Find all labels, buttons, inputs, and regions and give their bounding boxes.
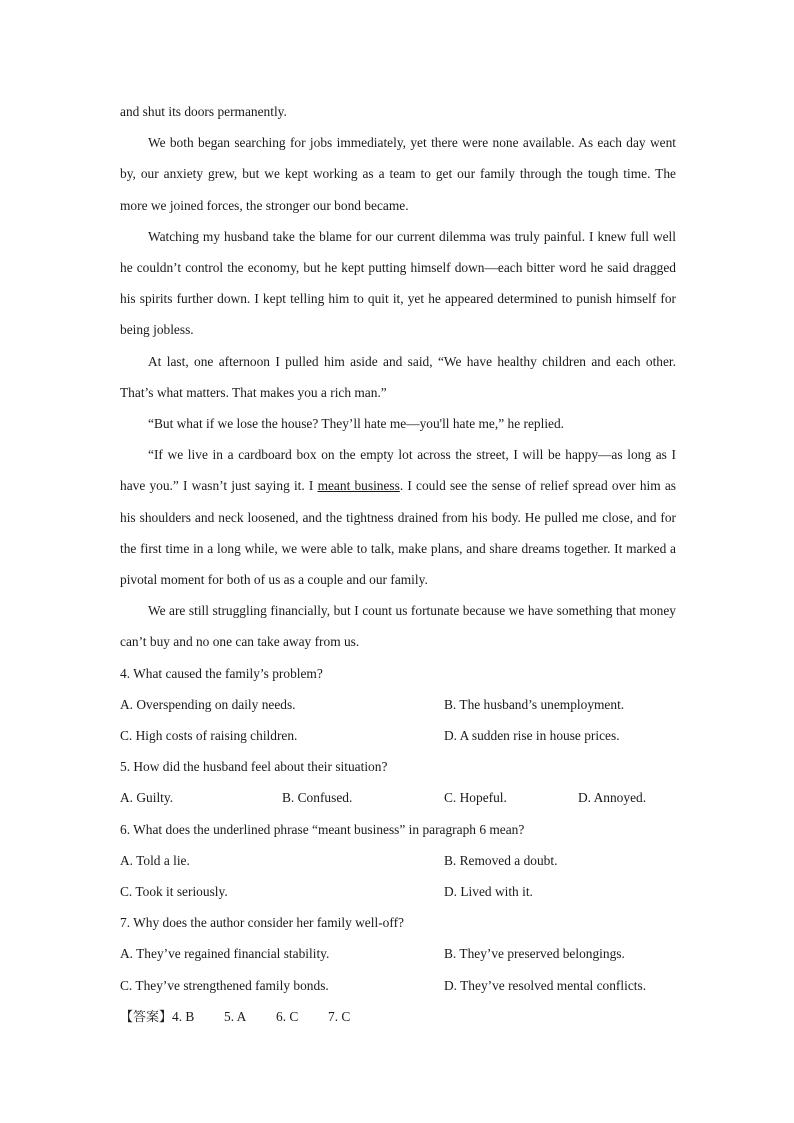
- question-6-option-c: C. Took it seriously.: [120, 883, 228, 899]
- question-5-option-c: C. Hopeful.: [444, 790, 507, 806]
- question-4-option-c: C. High costs of raising children.: [120, 728, 298, 744]
- answer-item: 6. C: [276, 1008, 299, 1024]
- question-6-option-b: B. Removed a doubt.: [444, 852, 558, 868]
- question-5-options-row: [120, 782, 676, 813]
- question-7-options-row-2: [120, 970, 676, 1001]
- question-7-option-c: C. They’ve strengthened family bonds.: [120, 977, 329, 993]
- question-5-option-b: B. Confused.: [282, 790, 353, 806]
- question-7-options-row-1: [120, 938, 676, 969]
- question-5-option-a: A. Guilty.: [120, 790, 174, 806]
- question-4-options-row-1: [120, 689, 676, 720]
- document-page: [120, 96, 676, 1032]
- question-6-option-a: A. Told a lie.: [120, 852, 190, 868]
- question-6-stem: 6. What does the underlined phrase “meant business” in paragraph 6 mean?: [120, 821, 525, 837]
- paragraph-continuation: and shut its doors permanently.: [120, 104, 287, 119]
- question-4-option-a: A. Overspending on daily needs.: [120, 696, 296, 712]
- paragraph-5: “But what if we lose the house? They’ll hate me—you'll hate me,” he replied.: [148, 416, 565, 432]
- answer-key: [120, 1001, 676, 1032]
- paragraph-6: [120, 439, 676, 595]
- question-4-options-row-2: [120, 720, 676, 751]
- question-6-options-row-1: [120, 845, 676, 876]
- paragraph-7: We are still struggling financially, but I count us fortunate because we have something that money can’t buy and no one can take away from us.: [120, 603, 676, 650]
- paragraph-2: We both began searching for jobs immediately, yet there were none available. As each day went by, our anxiety grew, but we kept working as a team to get our family through the tough time. The more we joined forces, the stronger our bond became.: [120, 135, 676, 213]
- answer-item: 4. B: [172, 1008, 195, 1024]
- question-5-stem: 5. How did the husband feel about their situation?: [120, 759, 388, 775]
- question-7-option-a: A. They’ve regained financial stability.: [120, 946, 330, 962]
- paragraph-4: At last, one afternoon I pulled him aside and said, “We have healthy children and each other. That’s what matters. That makes you a rich man.”: [120, 353, 676, 400]
- paragraph-6-text-before: “If we live in a cardboard box on the empty lot across the street, I will be happy—as long as I have you.” I wasn’t just saying it. I: [120, 447, 676, 494]
- answer-key-label: 【答案】: [120, 1009, 173, 1025]
- question-4-option-d: D. A sudden rise in house prices.: [444, 728, 620, 744]
- answer-item: 7. C: [328, 1008, 351, 1024]
- underlined-phrase: meant business: [317, 478, 400, 494]
- question-6-options-row-2: [120, 876, 676, 907]
- question-7-option-b: B. They’ve preserved belongings.: [444, 946, 625, 962]
- paragraph-6-text-after: . I could see the sense of relief spread over him as his shoulders and neck loosened, and the tightness drained from his body. He pulled me close, and for the first time in a long while, we were able to talk, make plans, and share dreams together. It marked a pivotal moment for both of us as a couple and our family.: [120, 478, 676, 588]
- answer-item: 5. A: [224, 1008, 247, 1024]
- question-7-stem: 7. Why does the author consider her family well-off?: [120, 915, 404, 931]
- question-4-stem: 4. What caused the family’s problem?: [120, 665, 323, 681]
- paragraph-3: Watching my husband take the blame for our current dilemma was truly painful. I knew full well he couldn’t control the economy, but he kept putting himself down—each bitter word he said dragged his spirits further down. I kept telling him to quit it, yet he appeared determined to punish himself for being jobless.: [120, 228, 676, 338]
- question-5-option-d: D. Annoyed.: [578, 790, 647, 806]
- question-6-option-d: D. Lived with it.: [444, 883, 533, 899]
- question-4-option-b: B. The husband’s unemployment.: [444, 696, 625, 712]
- question-7-option-d: D. They’ve resolved mental conflicts.: [444, 977, 647, 993]
